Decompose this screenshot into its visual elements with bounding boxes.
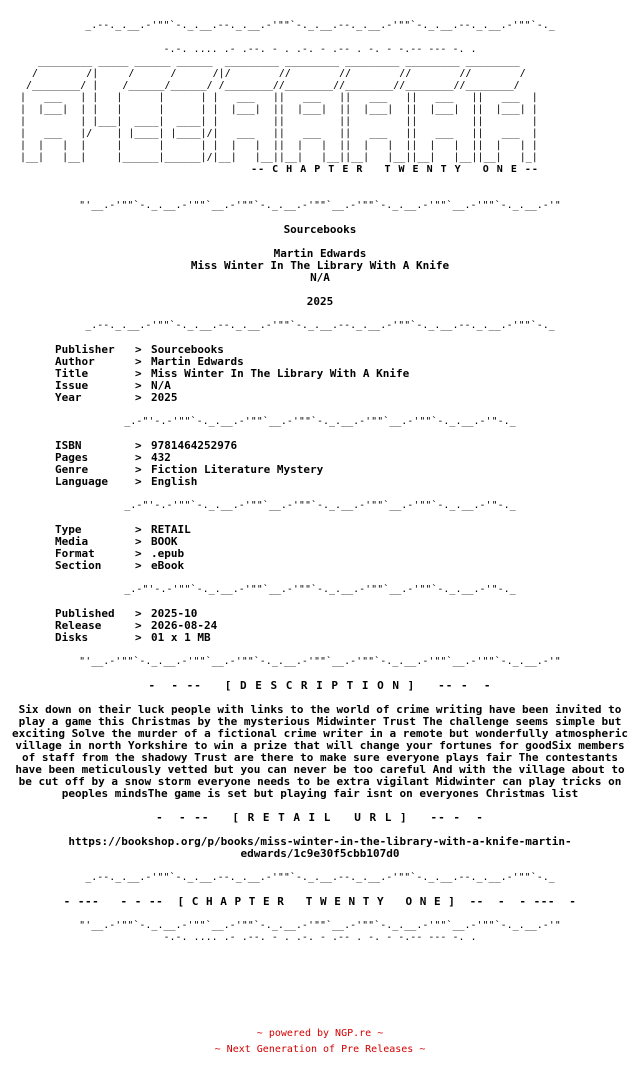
field-key: Author [55,355,95,368]
field-row [55,368,640,380]
field-key: Language [55,475,108,488]
fields-group-4 [0,608,640,644]
wave-border-short: _.-"'-.-'""`-._.__.-'""`__.-'""`-._.__.-'""`__.-'""`-._.__.-'"-._ [124,416,516,427]
wave-border-short: _.-"'-.-'""`-._.__.-'""`__.-'""`-._.__.-'""`__.-'""`-._.__.-'"-._ [124,584,516,595]
fields-group-2 [0,440,640,488]
field-key: Title [55,367,89,380]
field-value: Fiction Literature Mystery [151,463,324,476]
chapter-footer-banner: - --- - - -- [ C H A P T E R T W E N T Y O N E ] -- - - --- - [63,895,577,908]
summary-author: Martin Edwards [273,247,367,260]
field-key: Media [55,535,89,548]
field-key: Section [55,559,102,572]
summary-publisher: Sourcebooks [283,223,357,236]
field-value: Martin Edwards [151,355,244,368]
field-value: 2025 [151,391,178,404]
field-row [55,392,640,404]
field-separator: > [135,379,142,392]
field-key: Type [55,523,82,536]
field-key: Format [55,547,95,560]
field-separator: > [135,367,142,380]
field-row [55,452,640,464]
field-value: 01 x 1 MB [151,631,211,644]
field-separator: > [135,619,142,632]
summary-title: Miss Winter In The Library With A Knife [190,259,450,272]
field-key: Year [55,391,82,404]
field-separator: > [135,631,142,644]
field-separator: > [135,343,142,356]
retail-url-header: - - -- [ R E T A I L U R L ] -- - - [156,811,484,824]
wave-border-mid: "'__.-'""`-._.__.-'""`__.-'""`-._.__.-'""`__.-'""`-._.__.-'""`__.-'""`-._.__.-'" [79,656,561,667]
description-text: Six down on their luck people with links to the world of crime writing have been invited to play a game this Christmas by the mysterious Midwinter Trust The challenge seems simple but exciting Solve the murder of a fictional crime writer in a remote but wonderfully atmospheric village in north Yorkshire to win a prize that will change your fortunes for goodSix members of staff from the shadowy Trust are there to make sure everyone plays fair The contestants have been meticulously vetted but you can never be too careful And with the village about to be cut off by a snow storm everyone needs to be extra vigilant Midwinter can play tricks on peoples mindsThe game is set but playing fair isnt on everyones Christmas list [12,703,628,800]
fields-group-1 [0,344,640,404]
field-value: eBook [151,559,185,572]
field-row [55,380,640,392]
morse-line-bottom: -.-. .... .- .--. - . .-. - .-- . -. - -.-- --- -. . [163,932,477,943]
field-value: .epub [151,547,185,560]
field-row [55,536,640,548]
wave-border-mid: "'__.-'""`-._.__.-'""`__.-'""`-._.__.-'""`__.-'""`-._.__.-'""`__.-'""`-._.__.-'" [79,200,561,211]
field-key: Pages [55,451,89,464]
field-value: Sourcebooks [151,343,224,356]
field-value: RETAIL [151,523,191,536]
field-value: N/A [151,379,171,392]
field-key: Genre [55,463,89,476]
summary-year: 2025 [306,295,334,308]
description-header: - - -- [ D E S C R I P T I O N ] -- - - [148,679,492,692]
field-row [55,464,640,476]
wave-border-bottom: "'__.-'""`-._.__.-'""`__.-'""`-._.__.-'""`__.-'""`-._.__.-'""`__.-'""`-._.__.-'" [79,920,561,931]
field-value: 2025-10 [151,607,198,620]
field-separator: > [135,463,142,476]
field-separator: > [135,475,142,488]
fields-group-3 [0,524,640,572]
field-row [55,620,640,632]
nfo-document [0,20,640,944]
field-key: Published [55,607,115,620]
field-separator: > [135,535,142,548]
wave-border-top: _.--._.__.-'""`-._.__.--._.__.-'""`-._.__.--._.__.-'""`-._.__.--._.__.-'""`-._ [85,20,555,31]
powered-by-line: ~ powered by NGP.re ~ [256,1028,384,1039]
field-value: BOOK [151,535,178,548]
field-key: Release [55,619,102,632]
field-separator: > [135,607,142,620]
field-key: ISBN [55,439,82,452]
wave-border: _.--._.__.-'""`-._.__.--._.__.-'""`-._.__.--._.__.-'""`-._.__.--._.__.-'""`-._ [85,872,555,883]
summary-issue: N/A [310,271,330,284]
field-value: 432 [151,451,171,464]
field-separator: > [135,451,142,464]
field-separator: > [135,391,142,404]
field-row [55,440,640,452]
field-key: Disks [55,631,89,644]
field-value: 9781464252976 [151,439,238,452]
field-row [55,524,640,536]
field-row [55,344,640,356]
field-separator: > [135,559,142,572]
field-value: English [151,475,198,488]
field-value: Miss Winter In The Library With A Knife [151,367,410,380]
tagline-line: ~ Next Generation of Pre Releases ~ [214,1044,426,1055]
field-row [55,608,640,620]
wave-border-short: _.-"'-.-'""`-._.__.-'""`__.-'""`-._.__.-'""`__.-'""`-._.__.-'"-._ [124,500,516,511]
field-separator: > [135,523,142,536]
field-key: Issue [55,379,89,392]
field-separator: > [135,439,142,452]
field-value: 2026-08-24 [151,619,218,632]
wave-border: _.--._.__.-'""`-._.__.--._.__.-'""`-._.__.--._.__.-'""`-._.__.--._.__.-'""`-._ [85,320,555,331]
morse-line-top: -.-. .... .- .--. - . .-. - .-- . -. - -.-- --- -. . [163,44,477,55]
ascii-logo: _________ _____ ______ ______ _________ _________ _________ _________ _________ / /| / / /|/ // // // // / /________/ | /______/______/ /________//________//________//________//________/ | ___ | | | | | | ___ || ___ || ___ || ___ || ___ | | |___| | | | | | | |___| || |___| || |___| || |___| || |___| | | | |___| ____| ____| | || || || || | | ___ |/ | |____| |____|/| ___ || ___ || ___ || ___ || ___ | | | | | | | | | | | || | | || | | || | | || | | | |__| |__| |______|______|/|__| |__||__| |__||__| |__||__| |__||__| |_| [20,56,538,163]
field-separator: > [135,547,142,560]
field-row [55,632,640,644]
retail-url-link[interactable]: https://bookshop.org/p/books/miss-winter-in-the-library-with-a-knife-martin-edwards/1c9e30f5cbb107d0 [68,835,572,860]
field-row [55,560,640,572]
field-row [55,548,640,560]
field-separator: > [135,355,142,368]
field-row [55,476,640,488]
chapter-tag: -- C H A P T E R T W E N T Y O N E -- [251,164,539,175]
field-key: Publisher [55,343,115,356]
